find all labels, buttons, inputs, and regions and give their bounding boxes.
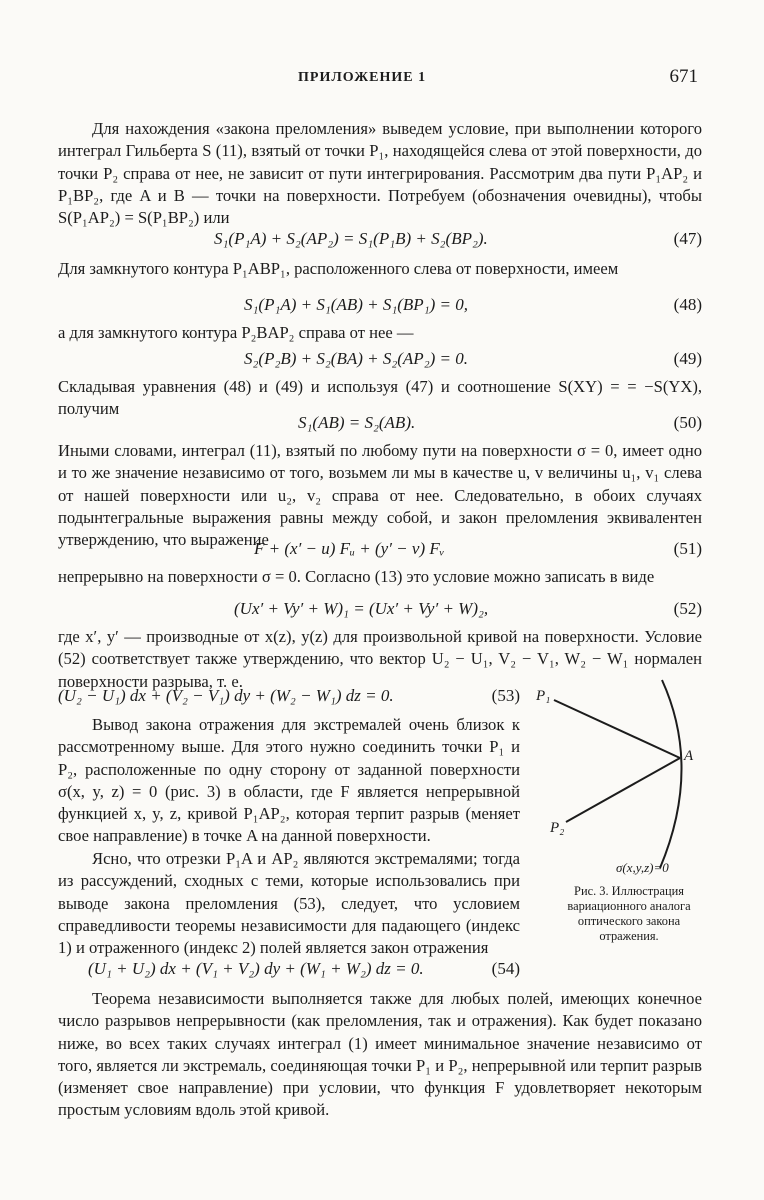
equation-48 [58,292,702,318]
incident-ray [554,700,680,758]
surface-equation-label: σ(x,y,z)=0 [616,860,669,875]
paragraph-in-other-words: Иными словами, интеграл (11), взятый по любому пути на поверхности σ = 0, имеет одно и то же значение независимо от того, возьмем ли мы в качестве u, v величины u₁, v₁ слева от нашей поверхности или u₂, v₂ справа от нее. Следовательно, в обоих случаях подынтегральные выражения равны между собой, и закон преломления эквивалентен утверждению, что выражение [58,441,702,550]
equation-50-number: (50) [673,413,702,432]
equation-51-number: (51) [673,539,702,558]
equation-47 [58,226,702,252]
reflecting-surface-curve [660,680,682,868]
paragraph-extremal-segments: Ясно, что отрезки P₁A и AP₂ являются экстремалями; тогда из рассуждений, сходных с теми, которые использовались при выводе закона преломления (53), следует, что условием справедливости теоремы независимости для падающего (индекс 1) и отраженного (индекс 2) полей является закон отражения [58,849,520,958]
equation-54-number: (54) [491,959,520,978]
paragraph-closed-contour-right: а для замкнутого контура P₂BAP₂ справа от нее — [58,323,414,342]
figure-caption: Рис. 3. Иллюстрация вариационного аналога оптического закона отражения. [567,884,691,943]
equation-54-formula: (U₁ + U₂) dx + (V₁ + V₂) dy + (W₁ + W₂) dz = 0. [88,959,424,978]
paragraph-derivatives: где x′, y′ — производные от x(z), y(z) для произвольной кривой на поверхности. Условие (52) соответствует также утверждению, что вектор U₂ − U₁, V₂ − V₁, W₂ − W₁ нормален поверхности разрыва, т. е. [58,627,702,691]
equation-48-formula: S₁(P₁A) + S₁(AB) + S₁(BP₁) = 0, [244,295,468,314]
equation-53-number: (53) [491,686,520,705]
equation-51-formula: F + (x′ − u) Fᵤ + (y′ − v) Fᵥ [254,539,445,558]
equation-49-number: (49) [673,349,702,368]
equation-53 [58,683,520,709]
figure-3 [530,672,706,950]
equation-49 [58,346,702,372]
equation-50-formula: S₁(AB) = S₂(AB). [298,413,416,432]
equation-52 [58,596,702,622]
equation-51 [58,536,702,562]
paragraph-continuous-on-surface: непрерывно на поверхности σ = 0. Согласно (13) это условие можно записать в виде [58,567,655,586]
paragraph-closed-contour-left: Для замкнутого контура P₁ABP₁, расположенного слева от поверхности, имеем [58,259,619,278]
running-head: ПРИЛОЖЕНИЕ 1 [298,70,427,85]
paragraph-reflection-law: Вывод закона отражения для экстремалей очень близок к рассмотренному выше. Для этого нужно соединить точки P₁ и P₂, расположенные по одну сторону от заданной поверхности σ(x, y, z) = 0 (рис. 3) в области, где F является непрерывной функцией x, y, z, кривой P₁AP₂, которая терпит разрыв (меняет свое направление) в точке A на данной поверхности. [58,715,520,846]
paragraph-hilbert-integral: Для нахождения «закона преломления» выведем условие, при выполнении которого интеграл Гильберта S (11), взятый от точки P₁, находящейся слева от этой поверхности, до точки P₂ справа от нее, не зависит от пути интегрирования. Рассмотрим два пути P₁AP₂ и P₁BP₂, где A и B — точки на поверхности. Потребуем (обозначения очевидны), чтобы S(P₁AP₂) = S(P₁BP₂) или [58,119,702,228]
equation-47-formula: S₁(P₁A) + S₂(AP₂) = S₁(P₁B) + S₂(BP₂). [214,229,488,248]
label-a: A [684,748,694,764]
equation-52-number: (52) [673,599,702,618]
equation-48-number: (48) [673,295,702,314]
equation-50 [58,410,702,436]
label-p1: P₁ [536,688,551,704]
label-p2: P₂ [550,820,565,836]
equation-52-formula: (Ux′ + Vy′ + W)₁ = (Ux′ + Vy′ + W)₂, [234,599,489,618]
page-number: 671 [669,66,698,87]
equation-47-number: (47) [673,229,702,248]
equation-54 [58,956,520,982]
reflection-diagram [530,672,706,872]
paragraph-adding-equations: Складывая уравнения (48) и (49) и используя (47) и соотношение S(XY) = = −S(YX), получим [58,377,702,419]
equation-53-formula: (U₂ − U₁) dx + (V₂ − V₁) dy + (W₂ − W₁) dz = 0. [58,686,394,705]
reflected-ray [566,758,680,822]
paragraph-independence-theorem: Теорема независимости выполняется также для любых полей, имеющих конечное число разрывов непрерывности (как преломления, так и отражения). Как будет показано ниже, во всех таких случаях интеграл (1) имеет минимальное значение независимо от того, является ли экстремаль, соединяющая точки P₁ и P₂, непрерывной или терпит разрыв (изменяет свое направление) при условии, что функция F удовлетворяет некоторым простым условиям вдоль этой кривой. [58,989,702,1120]
equation-49-formula: S₂(P₂B) + S₂(BA) + S₂(AP₂) = 0. [244,349,468,368]
